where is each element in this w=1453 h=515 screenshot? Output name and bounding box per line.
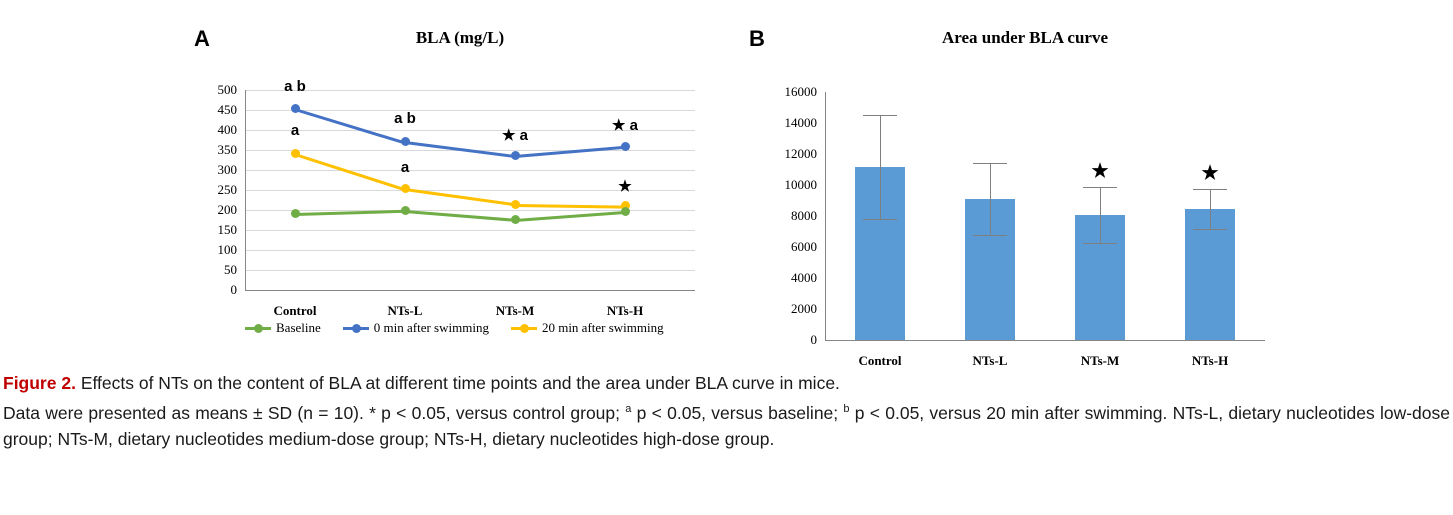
- x-tick-label: NTs-L: [387, 303, 423, 318]
- data-point-baseline: [291, 209, 300, 218]
- y-tick-label: 100: [217, 242, 237, 257]
- y-tick-label: 8000: [791, 208, 817, 223]
- annotation-ntsh: ★: [1201, 163, 1219, 184]
- y-tick-label: 0: [810, 332, 817, 347]
- error-bar-ntsh: [1210, 189, 1211, 229]
- data-point-baseline: [401, 206, 410, 215]
- line-segment-baseline: [405, 210, 515, 222]
- data-point-zero-min: [291, 104, 300, 113]
- error-cap-ntsl: [973, 235, 1007, 236]
- caption-body-part1: Data were presented as means ± SD (n = 10). * p < 0.05, versus control group;: [3, 402, 626, 423]
- legend-item-twenty-min[interactable]: [511, 320, 664, 336]
- x-tick-label: NTs-L: [972, 353, 1008, 368]
- annotation-zero-min-ntsl: a b: [394, 110, 416, 127]
- legend-label-baseline: Baseline: [276, 320, 321, 335]
- data-point-twenty-min: [511, 200, 520, 209]
- gridline-150: [245, 230, 695, 231]
- caption-title-line: [3, 370, 1450, 396]
- legend-label-twenty-min: 20 min after swimming: [541, 320, 664, 335]
- gridline-450: [245, 110, 695, 111]
- panel-a-title: BLA (mg/L): [415, 28, 505, 47]
- y-tick-label: 4000: [791, 270, 817, 285]
- error-cap-ntsm: [1083, 187, 1117, 188]
- line-segment-twenty-min: [515, 204, 625, 209]
- caption-label: Figure 2.: [3, 373, 76, 393]
- data-point-baseline: [621, 207, 630, 216]
- panel-a-plot: [190, 60, 710, 318]
- x-tick-label: NTs-H: [1191, 353, 1229, 368]
- legend-swatch-zero-min: [343, 327, 369, 330]
- y-axis: [825, 92, 826, 341]
- line-segment-twenty-min: [405, 188, 517, 206]
- caption-title-text: Effects of NTs on the content of BLA at different time points and the area under BLA curve in mice.: [80, 373, 840, 393]
- x-tick-label: Control: [858, 353, 902, 368]
- data-point-zero-min: [511, 151, 520, 160]
- y-tick-label: 350: [217, 142, 237, 157]
- data-point-baseline: [511, 215, 520, 224]
- panel-b-title: Area under BLA curve: [941, 28, 1109, 47]
- y-tick-label: 12000: [784, 146, 817, 161]
- x-tick-label: NTs-M: [1080, 353, 1120, 368]
- y-tick-label: 14000: [784, 115, 817, 130]
- panel-a-letter: A: [194, 26, 210, 51]
- annotation-twenty-min-ntsl: a: [400, 159, 410, 176]
- caption-body-part4: after swimming. NTs-L, dietary nucleotides low-dose group; NTs-M, dietary nucleotides medium-dose group; NTs-H, dietary: [3, 402, 1450, 449]
- y-tick-label: 150: [217, 222, 237, 237]
- panel-a-legend: [245, 320, 664, 336]
- gridline-100: [245, 250, 695, 251]
- error-cap-control: [863, 115, 897, 116]
- error-cap-ntsh: [1193, 189, 1227, 190]
- legend-item-baseline[interactable]: [245, 320, 321, 336]
- data-point-zero-min: [401, 137, 410, 146]
- line-segment-baseline: [515, 211, 625, 222]
- error-bar-ntsm: [1100, 187, 1101, 243]
- y-tick-label: 2000: [791, 301, 817, 316]
- panel-b-plot: [745, 60, 1275, 368]
- error-cap-control: [863, 219, 897, 220]
- annotation-twenty-min-ntsh: ★: [618, 178, 632, 195]
- y-tick-label: 400: [217, 122, 237, 137]
- data-point-zero-min: [621, 142, 630, 151]
- annotation-ntsm: ★: [1091, 161, 1109, 182]
- annotation-zero-min-control: a b: [284, 78, 306, 95]
- line-segment-zero-min: [515, 145, 626, 157]
- x-axis: [245, 290, 695, 291]
- error-cap-ntsm: [1083, 243, 1117, 244]
- data-point-twenty-min: [291, 149, 300, 158]
- y-tick-label: 6000: [791, 239, 817, 254]
- legend-swatch-baseline: [245, 327, 271, 330]
- caption-superscript-b: b: [843, 403, 850, 415]
- panel-b: [745, 20, 1275, 368]
- legend-item-zero-min[interactable]: [343, 320, 489, 336]
- y-tick-label: 450: [217, 102, 237, 117]
- y-tick-label: 300: [217, 162, 237, 177]
- legend-label-zero-min: 0 min after swimming: [373, 320, 489, 335]
- y-tick-label: 200: [217, 202, 237, 217]
- x-tick-label: NTs-H: [606, 303, 644, 318]
- gridline-50: [245, 270, 695, 271]
- y-tick-label: 500: [217, 82, 237, 97]
- gridline-300: [245, 170, 695, 171]
- y-tick-label: 0: [230, 282, 237, 297]
- error-bar-ntsl: [990, 163, 991, 234]
- caption-superscript-a: a: [625, 403, 632, 415]
- caption-body-part3: p < 0.05, versus 20 min: [849, 402, 1040, 423]
- error-cap-ntsh: [1193, 229, 1227, 230]
- figure-caption: [3, 370, 1450, 452]
- x-tick-label: Control: [273, 303, 317, 318]
- caption-body-part2: p < 0.05, versus baseline;: [631, 402, 844, 423]
- x-tick-label: NTs-M: [495, 303, 535, 318]
- error-cap-ntsl: [973, 163, 1007, 164]
- y-axis: [245, 90, 246, 291]
- y-tick-label: 16000: [784, 84, 817, 99]
- y-tick-label: 50: [224, 262, 237, 277]
- annotation-twenty-min-control: a: [290, 122, 300, 139]
- annotation-zero-min-ntsm: ★ a: [502, 127, 528, 144]
- y-tick-label: 250: [217, 182, 237, 197]
- panel-b-letter: B: [749, 26, 765, 51]
- y-tick-label: 10000: [784, 177, 817, 192]
- panel-a: [190, 20, 710, 350]
- legend-swatch-twenty-min: [511, 327, 537, 330]
- error-bar-control: [880, 115, 881, 219]
- data-point-twenty-min: [401, 184, 410, 193]
- annotation-zero-min-ntsh: ★ a: [612, 117, 638, 134]
- caption-body-part5: nucleotides high-dose group.: [549, 428, 775, 449]
- x-axis: [825, 340, 1265, 341]
- caption-body: [3, 396, 1450, 452]
